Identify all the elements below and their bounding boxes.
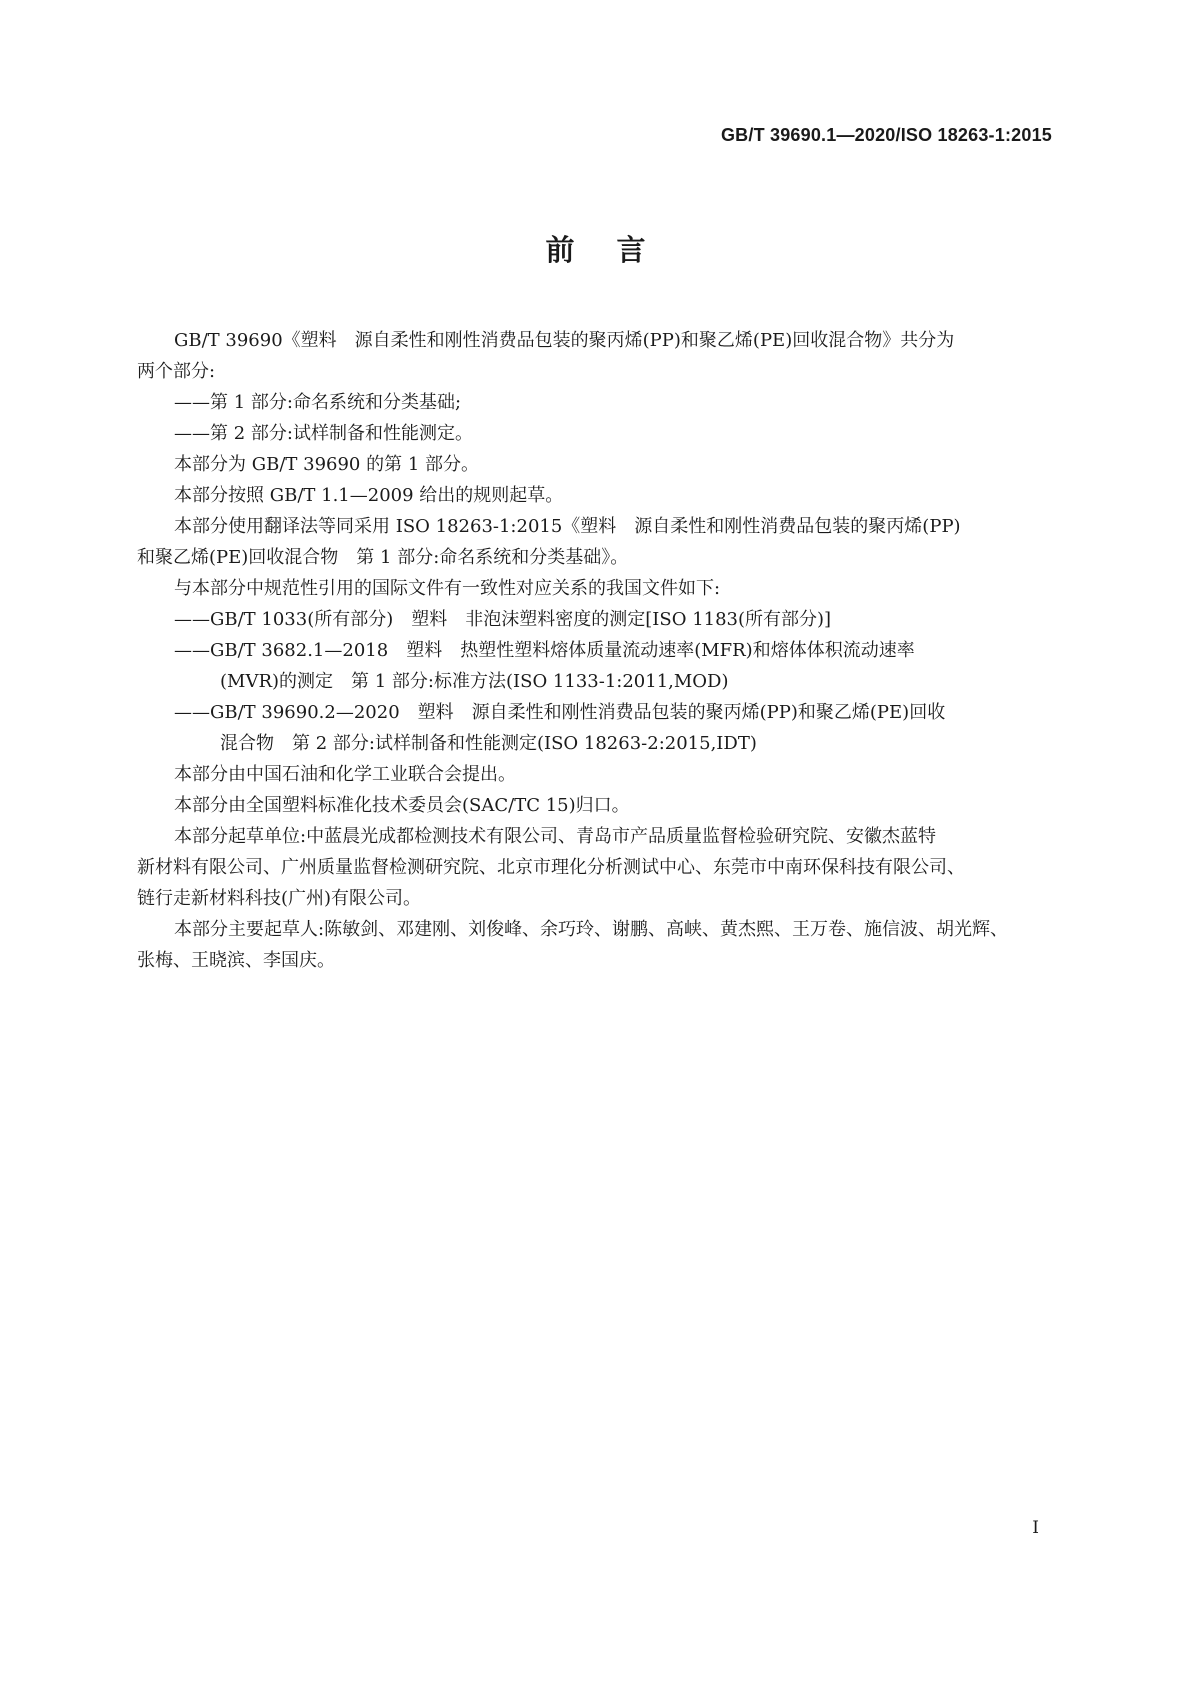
reference-item: ——GB/T 1033(所有部分) 塑料 非泡沫塑料密度的测定[ISO 1183(所有部分)] [174, 609, 832, 630]
paragraph-line: GB/T 39690《塑料 源自柔性和刚性消费品包装的聚丙烯(PP)和聚乙烯(PE)回收混合物》共分为 [174, 330, 955, 351]
reference-item: ——GB/T 3682.1—2018 塑料 热塑性塑料熔体质量流动速率(MFR)和熔体体积流动速率 [174, 640, 915, 661]
paragraph-line: 本部分起草单位:中蓝晨光成都检测技术有限公司、青岛市产品质量监督检验研究院、安徽杰蓝特 [174, 826, 937, 847]
standard-code: GB/T 39690.1—2020/ISO 18263-1:2015 [720, 125, 1052, 145]
paragraph-line: 新材料有限公司、广州质量监督检测研究院、北京市理化分析测试中心、东莞市中南环保科技有限公司、 [137, 857, 965, 878]
paragraph-line: 本部分按照 GB/T 1.1—2009 给出的规则起草。 [174, 485, 564, 506]
paragraph-line: 与本部分中规范性引用的国际文件有一致性对应关系的我国文件如下: [174, 578, 721, 599]
paragraph-line: 链行走新材料科技(广州)有限公司。 [137, 888, 422, 909]
paragraph-line: 本部分主要起草人:陈敏剑、邓建刚、刘俊峰、余巧玲、谢鹏、高峡、黄杰熙、王万卷、施信波、胡光辉、 [174, 919, 1009, 940]
list-item: ——第 2 部分:试样制备和性能测定。 [174, 423, 473, 444]
paragraph-line: 本部分使用翻译法等同采用 ISO 18263-1:2015《塑料 源自柔性和刚性消费品包装的聚丙烯(PP) [174, 516, 961, 537]
page-number: I [1032, 1518, 1039, 1538]
paragraph-line: 张梅、王晓滨、李国庆。 [137, 950, 335, 971]
reference-item-continuation: (MVR)的测定 第 1 部分:标准方法(ISO 1133-1:2011,MOD) [220, 671, 729, 692]
list-item: ——第 1 部分:命名系统和分类基础; [174, 392, 462, 413]
reference-item-continuation: 混合物 第 2 部分:试样制备和性能测定(ISO 18263-2:2015,IDT) [220, 733, 757, 754]
foreword-body [137, 325, 1059, 976]
paragraph-line: 和聚乙烯(PE)回收混合物 第 1 部分:命名系统和分类基础》。 [137, 547, 629, 568]
paragraph-line: 本部分由全国塑料标准化技术委员会(SAC/TC 15)归口。 [174, 795, 630, 816]
paragraph-line: 本部分由中国石油和化学工业联合会提出。 [174, 764, 516, 785]
reference-item: ——GB/T 39690.2—2020 塑料 源自柔性和刚性消费品包装的聚丙烯(PP)和聚乙烯(PE)回收 [174, 702, 946, 723]
page-title: 前言 [545, 233, 688, 267]
paragraph-line: 两个部分: [137, 361, 216, 382]
paragraph-line: 本部分为 GB/T 39690 的第 1 部分。 [174, 454, 479, 475]
